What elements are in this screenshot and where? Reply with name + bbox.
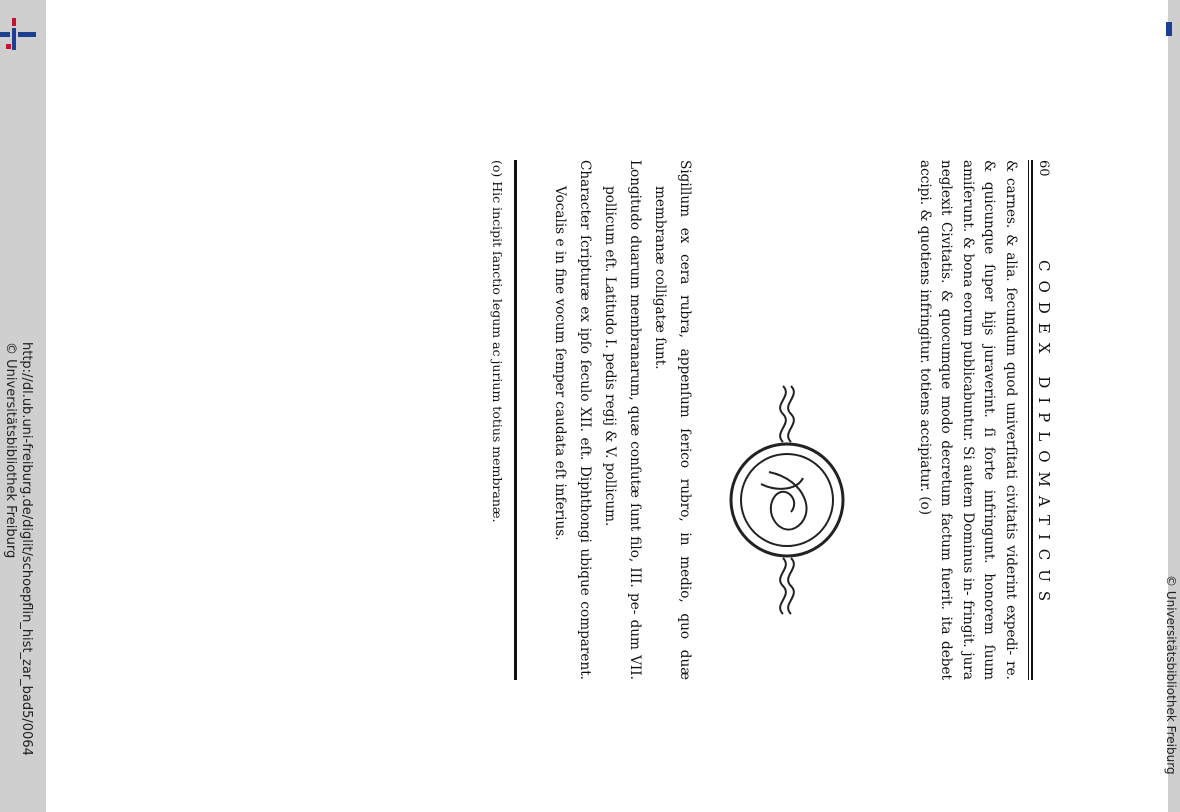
library-logo-icon	[0, 16, 40, 50]
right-copyright-notice: © Universitätsbibliothek Freiburg	[1164, 575, 1178, 775]
permalink-url[interactable]: http://dl.ub.uni-freiburg.de/diglit/schoepflin_hist_zar_bad5/0064	[19, 342, 34, 756]
right-copyright-strip	[1164, 575, 1180, 812]
header-rule-thick	[1031, 160, 1033, 680]
footnote: (o) Hic incipit ſanctio legum ac jurium totius membranæ.	[490, 160, 505, 523]
scanned-page	[297, 160, 1057, 680]
copyright-notice: © Universitätsbibliothek Freiburg	[3, 342, 18, 559]
header-rule-thin	[1028, 160, 1029, 680]
charter-text: & carnes. & alia. ſecundum quod univerſitati civitatis viderint expedi- re. & quicunque ſuper hijs juraverint. ſi forte infringunt. honorem ſuum amiſerunt. & bona eorum publicabuntur. Si autem Dominus in- fringit. jura neglexit Civitatis. & quocumque modo decretum factum fuerit. ita debet accipi. & quotiens infringitur. totiens accipiatur. (o)	[916, 160, 1019, 680]
permalink-strip	[2, 342, 46, 812]
wax-seal-icon	[727, 380, 847, 620]
page-number: 60	[1036, 160, 1051, 177]
running-title: CODEX DIPLOMATICUS	[1035, 260, 1053, 611]
seal-description	[547, 160, 697, 680]
seal-paragraph: Sigillum ex cera rubra, appenſum ſerico rubro, in medio, quo duæ membranæ colligatæ ſunt.	[652, 160, 693, 680]
page-header	[1031, 160, 1057, 680]
footnote-rule	[514, 160, 517, 680]
dimensions-paragraph: Longitudo duarum membranarum, quæ conſutæ ſunt filo, III. pe- dum VII. pollicum eſt. Latitudo I. pedis regij & V. pollicum.	[602, 160, 643, 680]
library-logo-icon-right	[1166, 20, 1174, 38]
script-paragraph: Character ſcripturæ ex ipſo ſeculo XII. eſt. Diphthongi ubique comparent. Vocalis e in fine vocum ſemper caudata eſt inferius.	[552, 160, 593, 680]
